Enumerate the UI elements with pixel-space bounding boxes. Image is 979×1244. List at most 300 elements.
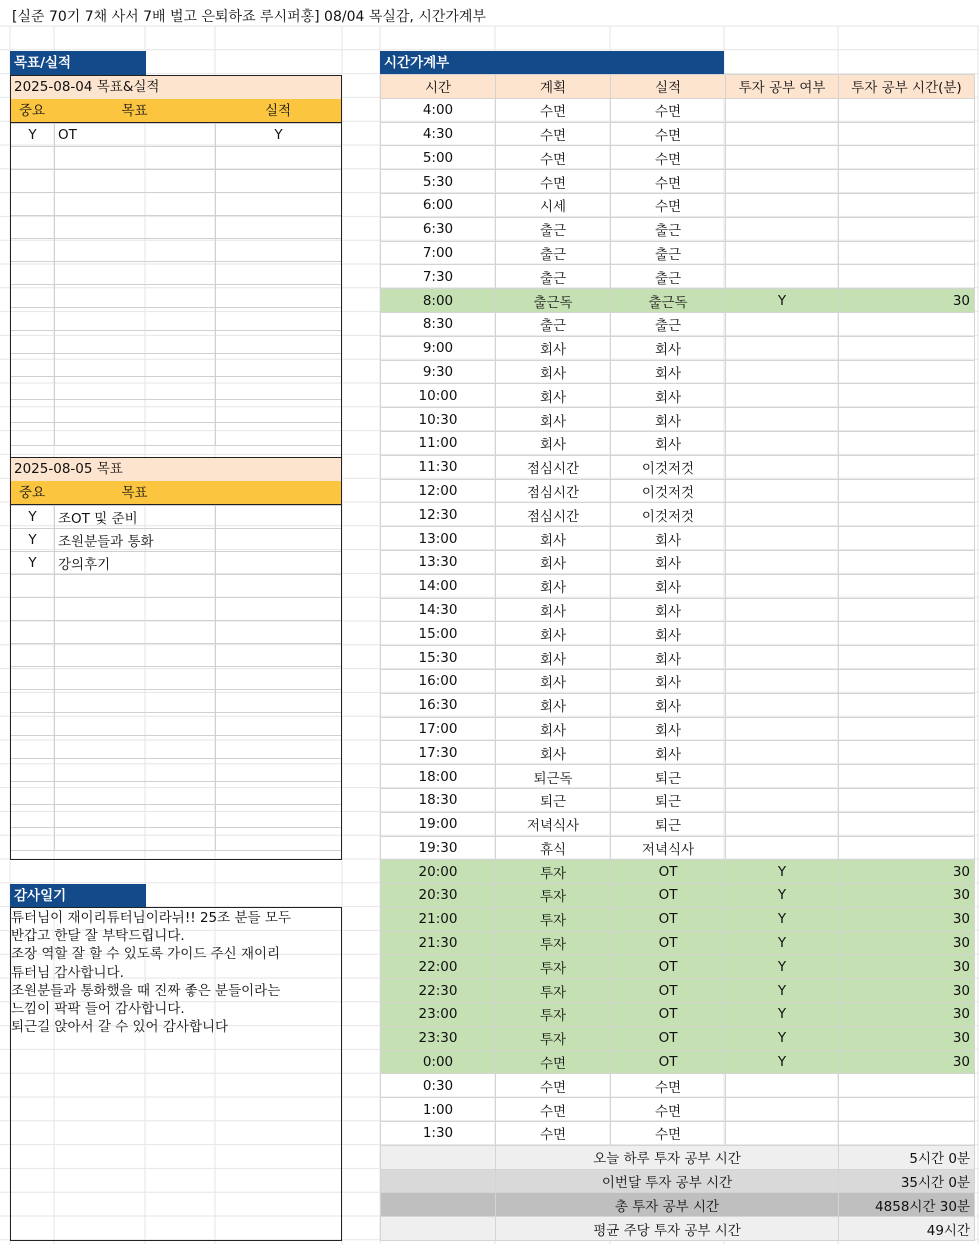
study-minutes-cell: 30: [839, 1003, 975, 1027]
timesheet-row: [381, 788, 975, 812]
plan-cell: 회사: [496, 550, 611, 574]
summary-row: [381, 1193, 975, 1217]
summary-value: 5시간 0분: [839, 1145, 975, 1169]
study-flag-cell: Y: [726, 884, 839, 908]
actual-cell: 회사: [611, 693, 726, 717]
time-cell: 16:00: [381, 669, 496, 693]
time-cell: 5:00: [381, 146, 496, 170]
next-goals-border: [10, 457, 342, 860]
timesheet-row: [381, 98, 975, 122]
actual-cell: 출근: [611, 312, 726, 336]
actual-cell: 이것저것: [611, 479, 726, 503]
timesheet-row: [381, 693, 975, 717]
plan-cell: 회사: [496, 408, 611, 432]
plan-cell: 회사: [496, 622, 611, 646]
timesheet-row: [381, 1003, 975, 1027]
goals-header: 목표/실적: [10, 51, 146, 75]
timesheet-row: [381, 741, 975, 765]
study-minutes-cell: [839, 431, 975, 455]
plan-cell: 회사: [496, 598, 611, 622]
study-minutes-cell: [839, 669, 975, 693]
study-minutes-cell: 30: [839, 979, 975, 1003]
summary-row: [381, 1217, 975, 1241]
plan-cell: 수면: [496, 1074, 611, 1098]
study-minutes-cell: [839, 550, 975, 574]
study-minutes-cell: [839, 193, 975, 217]
study-flag-cell: [726, 384, 839, 408]
goal-importance: Y: [11, 529, 55, 552]
summary-row: [381, 1169, 975, 1193]
timesheet-row: [381, 289, 975, 313]
study-flag-cell: Y: [726, 1026, 839, 1050]
plan-cell: 투자: [496, 979, 611, 1003]
actual-cell: 회사: [611, 622, 726, 646]
plan-cell: 점심시간: [496, 479, 611, 503]
study-flag-cell: [726, 669, 839, 693]
summary-spacer: [381, 1217, 496, 1241]
study-minutes-cell: 30: [839, 1026, 975, 1050]
timesheet-row: [381, 1074, 975, 1098]
study-minutes-cell: [839, 765, 975, 789]
study-minutes-cell: [839, 574, 975, 598]
plan-cell: 수면: [496, 1050, 611, 1074]
actual-cell: OT: [611, 1026, 726, 1050]
plan-cell: 퇴근: [496, 788, 611, 812]
col-result: 실적: [264, 103, 292, 119]
plan-cell: 저녁식사: [496, 812, 611, 836]
study-flag-cell: [726, 146, 839, 170]
study-flag-cell: [726, 527, 839, 551]
plan-cell: 투자: [496, 884, 611, 908]
timesheet-col-header: 투자 공부 여부: [726, 75, 839, 99]
actual-cell: 수면: [611, 170, 726, 194]
timesheet-row: [381, 193, 975, 217]
study-minutes-cell: [839, 1122, 975, 1146]
time-cell: 12:30: [381, 503, 496, 527]
study-minutes-cell: [839, 741, 975, 765]
study-flag-cell: [726, 646, 839, 670]
goal-result: Y: [216, 124, 342, 147]
study-minutes-cell: [839, 384, 975, 408]
plan-cell: 투자: [496, 931, 611, 955]
plan-cell: 휴식: [496, 836, 611, 860]
actual-cell: 수면: [611, 98, 726, 122]
summary-spacer: [381, 1193, 496, 1217]
actual-cell: 회사: [611, 360, 726, 384]
gratitude-line: 튜터님 감사합니다.: [11, 964, 124, 981]
time-cell: 11:30: [381, 455, 496, 479]
time-cell: 13:30: [381, 550, 496, 574]
today-goals-border: [10, 75, 342, 458]
timesheet-row: [381, 884, 975, 908]
col-goal: 목표: [121, 103, 148, 119]
study-minutes-cell: [839, 122, 975, 146]
summary-spacer: [381, 1145, 496, 1169]
time-cell: 11:00: [381, 431, 496, 455]
timesheet-row: [381, 146, 975, 170]
timesheet-row: [381, 622, 975, 646]
timesheet-row: [381, 455, 975, 479]
time-cell: 17:30: [381, 741, 496, 765]
time-cell: 1:30: [381, 1122, 496, 1146]
actual-cell: 출근: [611, 217, 726, 241]
study-minutes-cell: [839, 241, 975, 265]
time-cell: 20:00: [381, 860, 496, 884]
study-minutes-cell: 30: [839, 1050, 975, 1074]
study-minutes-cell: [839, 170, 975, 194]
time-cell: 8:00: [381, 289, 496, 313]
study-minutes-cell: [839, 646, 975, 670]
timesheet-row: [381, 479, 975, 503]
timesheet-row: [381, 1050, 975, 1074]
actual-cell: OT: [611, 884, 726, 908]
actual-cell: OT: [611, 931, 726, 955]
timesheet-row: [381, 836, 975, 860]
gratitude-line: 퇴근길 앉아서 갈 수 있어 감사합니다: [11, 1019, 229, 1036]
timesheet-row: [381, 550, 975, 574]
study-flag-cell: [726, 503, 839, 527]
time-cell: 19:00: [381, 812, 496, 836]
timesheet-row: [381, 1098, 975, 1122]
summary-value: 4858시간 30분: [839, 1193, 975, 1217]
plan-cell: 회사: [496, 360, 611, 384]
time-cell: 0:30: [381, 1074, 496, 1098]
actual-cell: OT: [611, 955, 726, 979]
col-goal: 목표: [121, 485, 148, 501]
time-cell: 21:00: [381, 907, 496, 931]
timesheet-row: [381, 717, 975, 741]
time-cell: 18:00: [381, 765, 496, 789]
plan-cell: 출근: [496, 241, 611, 265]
study-minutes-cell: [839, 788, 975, 812]
summary-row: [381, 1145, 975, 1169]
time-cell: 14:30: [381, 598, 496, 622]
time-cell: 4:00: [381, 98, 496, 122]
time-cell: 20:30: [381, 884, 496, 908]
study-minutes-cell: [839, 836, 975, 860]
plan-cell: 점심시간: [496, 455, 611, 479]
study-flag-cell: Y: [726, 955, 839, 979]
study-flag-cell: [726, 765, 839, 789]
actual-cell: OT: [611, 907, 726, 931]
study-minutes-cell: [839, 360, 975, 384]
timesheet-row: [381, 955, 975, 979]
today-goals-label: 2025-08-04 목표&실적: [10, 75, 341, 99]
actual-cell: 회사: [611, 646, 726, 670]
time-cell: 14:00: [381, 574, 496, 598]
study-minutes-cell: [839, 146, 975, 170]
actual-cell: 출근: [611, 241, 726, 265]
timesheet-row: [381, 217, 975, 241]
study-flag-cell: Y: [726, 289, 839, 313]
study-flag-cell: [726, 836, 839, 860]
timesheet-row: [381, 669, 975, 693]
actual-cell: 수면: [611, 146, 726, 170]
plan-cell: 수면: [496, 1098, 611, 1122]
timesheet-row: [381, 265, 975, 289]
timesheet-row: [381, 646, 975, 670]
time-cell: 5:30: [381, 170, 496, 194]
goal-importance: Y: [11, 552, 55, 575]
study-flag-cell: Y: [726, 931, 839, 955]
actual-cell: 퇴근: [611, 765, 726, 789]
time-cell: 9:00: [381, 336, 496, 360]
gratitude-line: 조원분들과 통화했을 때 진짜 좋은 분들이라는: [11, 982, 281, 999]
study-flag-cell: [726, 1122, 839, 1146]
summary-label: 이번달 투자 공부 시간: [496, 1169, 839, 1193]
study-minutes-cell: [839, 812, 975, 836]
study-minutes-cell: [839, 622, 975, 646]
timesheet-row: [381, 527, 975, 551]
time-cell: 23:00: [381, 1003, 496, 1027]
plan-cell: 회사: [496, 669, 611, 693]
goal-text: 강의후기: [55, 552, 216, 575]
study-flag-cell: Y: [726, 979, 839, 1003]
sheet-title: [실준 70기 7채 사서 7배 벌고 은퇴하죠 루시퍼홍] 08/04 목실감, 시간가계부: [12, 9, 486, 25]
timesheet-row: [381, 431, 975, 455]
study-flag-cell: [726, 122, 839, 146]
study-minutes-cell: [839, 265, 975, 289]
study-flag-cell: [726, 479, 839, 503]
study-flag-cell: Y: [726, 1003, 839, 1027]
timesheet-row: [381, 931, 975, 955]
study-minutes-cell: [839, 217, 975, 241]
col-importance: 중요: [18, 485, 46, 501]
study-flag-cell: [726, 574, 839, 598]
timesheet-row: [381, 408, 975, 432]
summary-label: 오늘 하루 투자 공부 시간: [496, 1145, 839, 1169]
actual-cell: 이것저것: [611, 455, 726, 479]
goal-text: OT: [55, 124, 216, 147]
timesheet-header: 시간가계부: [380, 51, 724, 75]
timesheet-col-header: 계획: [496, 75, 611, 99]
actual-cell: 수면: [611, 1098, 726, 1122]
summary-spacer: [381, 1169, 496, 1193]
actual-cell: 수면: [611, 1074, 726, 1098]
timesheet-row: [381, 1122, 975, 1146]
gratitude-line: 반갑고 한달 잘 부탁드립니다.: [11, 928, 185, 945]
plan-cell: 투자: [496, 1003, 611, 1027]
actual-cell: OT: [611, 979, 726, 1003]
study-flag-cell: [726, 431, 839, 455]
study-flag-cell: [726, 265, 839, 289]
timesheet-row: [381, 312, 975, 336]
study-minutes-cell: [839, 598, 975, 622]
actual-cell: 출근: [611, 265, 726, 289]
study-flag-cell: [726, 98, 839, 122]
time-cell: 10:30: [381, 408, 496, 432]
study-minutes-cell: [839, 312, 975, 336]
study-flag-cell: [726, 336, 839, 360]
study-flag-cell: [726, 693, 839, 717]
timesheet-col-header: 투자 공부 시간(분): [839, 75, 975, 99]
time-cell: 15:30: [381, 646, 496, 670]
summary-value: 49시간: [839, 1217, 975, 1241]
actual-cell: 퇴근: [611, 788, 726, 812]
plan-cell: 투자: [496, 1026, 611, 1050]
study-minutes-cell: [839, 503, 975, 527]
gratitude-text: [11, 909, 341, 1036]
timesheet-row: [381, 170, 975, 194]
plan-cell: 수면: [496, 122, 611, 146]
time-cell: 19:30: [381, 836, 496, 860]
study-flag-cell: [726, 598, 839, 622]
actual-cell: 회사: [611, 741, 726, 765]
time-cell: 7:30: [381, 265, 496, 289]
timesheet-row: [381, 907, 975, 931]
time-cell: 22:30: [381, 979, 496, 1003]
study-minutes-cell: 30: [839, 907, 975, 931]
actual-cell: 회사: [611, 669, 726, 693]
actual-cell: 수면: [611, 122, 726, 146]
study-minutes-cell: [839, 527, 975, 551]
study-minutes-cell: [839, 1098, 975, 1122]
timesheet-column-header: [381, 75, 975, 99]
goal-text: 조원분들과 통화: [55, 529, 216, 552]
study-flag-cell: [726, 360, 839, 384]
actual-cell: OT: [611, 1050, 726, 1074]
summary-label: 총 투자 공부 시간: [496, 1193, 839, 1217]
timesheet-row: [381, 360, 975, 384]
study-flag-cell: [726, 812, 839, 836]
time-cell: 18:30: [381, 788, 496, 812]
timesheet-row: [381, 979, 975, 1003]
study-flag-cell: [726, 741, 839, 765]
study-flag-cell: Y: [726, 907, 839, 931]
time-cell: 17:00: [381, 717, 496, 741]
plan-cell: 회사: [496, 527, 611, 551]
study-minutes-cell: [839, 693, 975, 717]
gratitude-line: 느낌이 팍팍 들어 감사합니다.: [11, 1001, 185, 1018]
time-cell: 4:30: [381, 122, 496, 146]
study-flag-cell: [726, 1098, 839, 1122]
study-flag-cell: [726, 550, 839, 574]
time-cell: 21:30: [381, 931, 496, 955]
plan-cell: 수면: [496, 1122, 611, 1146]
time-cell: 12:00: [381, 479, 496, 503]
plan-cell: 회사: [496, 741, 611, 765]
time-cell: 0:00: [381, 1050, 496, 1074]
study-flag-cell: [726, 170, 839, 194]
time-cell: 15:00: [381, 622, 496, 646]
goal-text: 조OT 및 준비: [55, 506, 216, 529]
time-cell: 16:30: [381, 693, 496, 717]
summary-value: 35시간 0분: [839, 1169, 975, 1193]
study-minutes-cell: [839, 455, 975, 479]
study-flag-cell: Y: [726, 860, 839, 884]
time-cell: 7:00: [381, 241, 496, 265]
study-flag-cell: [726, 408, 839, 432]
study-minutes-cell: [839, 479, 975, 503]
summary-label: 평균 주당 투자 공부 시간: [496, 1217, 839, 1241]
study-minutes-cell: [839, 408, 975, 432]
actual-cell: 수면: [611, 193, 726, 217]
study-minutes-cell: [839, 1074, 975, 1098]
study-minutes-cell: 30: [839, 955, 975, 979]
actual-cell: 출근독: [611, 289, 726, 313]
actual-cell: 회사: [611, 598, 726, 622]
gratitude-header: 감사일기: [10, 884, 146, 908]
timesheet-row: [381, 574, 975, 598]
study-flag-cell: [726, 455, 839, 479]
actual-cell: 이것저것: [611, 503, 726, 527]
plan-cell: 퇴근독: [496, 765, 611, 789]
plan-cell: 점심시간: [496, 503, 611, 527]
actual-cell: OT: [611, 860, 726, 884]
study-flag-cell: [726, 193, 839, 217]
study-flag-cell: [726, 241, 839, 265]
plan-cell: 수면: [496, 146, 611, 170]
study-flag-cell: Y: [726, 1050, 839, 1074]
time-cell: 9:30: [381, 360, 496, 384]
timesheet-row: [381, 241, 975, 265]
plan-cell: 시세: [496, 193, 611, 217]
plan-cell: 출근독: [496, 289, 611, 313]
study-flag-cell: [726, 312, 839, 336]
study-minutes-cell: [839, 717, 975, 741]
plan-cell: 투자: [496, 907, 611, 931]
actual-cell: 회사: [611, 408, 726, 432]
gratitude-line: 조장 역할 잘 할 수 있도록 가이드 주신 재이리: [11, 946, 281, 963]
actual-cell: 회사: [611, 336, 726, 360]
actual-cell: 퇴근: [611, 812, 726, 836]
actual-cell: 저녁식사: [611, 836, 726, 860]
plan-cell: 출근: [496, 265, 611, 289]
study-minutes-cell: 30: [839, 884, 975, 908]
timesheet-row: [381, 122, 975, 146]
timesheet-row: [381, 860, 975, 884]
time-cell: 10:00: [381, 384, 496, 408]
study-flag-cell: [726, 717, 839, 741]
study-minutes-cell: 30: [839, 289, 975, 313]
actual-cell: 회사: [611, 431, 726, 455]
time-cell: 6:30: [381, 217, 496, 241]
plan-cell: 출근: [496, 217, 611, 241]
timesheet-col-header: 실적: [611, 75, 726, 99]
plan-cell: 투자: [496, 860, 611, 884]
plan-cell: 수면: [496, 98, 611, 122]
goal-importance: Y: [11, 124, 55, 147]
plan-cell: 투자: [496, 955, 611, 979]
time-cell: 23:30: [381, 1026, 496, 1050]
plan-cell: 회사: [496, 717, 611, 741]
actual-cell: 회사: [611, 527, 726, 551]
timesheet-row: [381, 503, 975, 527]
study-flag-cell: [726, 217, 839, 241]
study-flag-cell: [726, 788, 839, 812]
study-flag-cell: [726, 622, 839, 646]
goal-importance: Y: [11, 506, 55, 529]
plan-cell: 회사: [496, 431, 611, 455]
timesheet-row: [381, 1026, 975, 1050]
col-importance: 중요: [18, 103, 46, 119]
time-cell: 6:00: [381, 193, 496, 217]
gratitude-line: 튜터님이 재이리튜터님이라뉘!! 25조 분들 모두: [11, 910, 291, 926]
timesheet-col-header: 시간: [381, 75, 496, 99]
actual-cell: 회사: [611, 550, 726, 574]
timesheet-row: [381, 812, 975, 836]
plan-cell: 회사: [496, 384, 611, 408]
plan-cell: 회사: [496, 336, 611, 360]
time-cell: 8:30: [381, 312, 496, 336]
study-minutes-cell: [839, 336, 975, 360]
next-goals-label: 2025-08-05 목표: [10, 457, 341, 481]
plan-cell: 회사: [496, 693, 611, 717]
actual-cell: 회사: [611, 717, 726, 741]
timesheet-row: [381, 765, 975, 789]
study-minutes-cell: 30: [839, 860, 975, 884]
time-cell: 13:00: [381, 527, 496, 551]
